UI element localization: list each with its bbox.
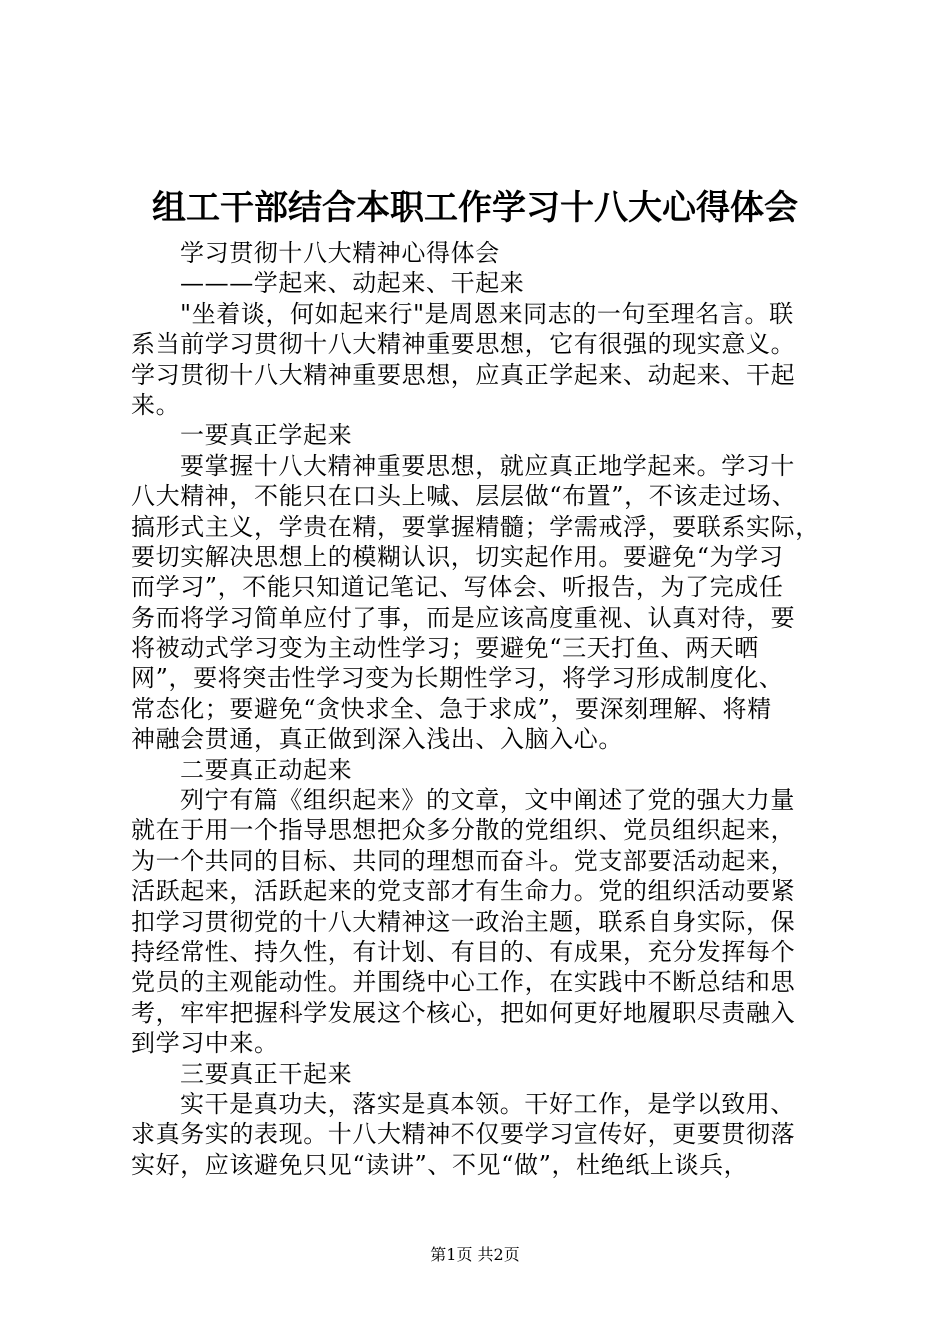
- text-line: 求真务实的表现。十八大精神不仅要学习宣传好，更要贯彻落: [131, 1120, 796, 1149]
- text-line: 务而将学习简单应付了事，而是应该高度重视、认真对待，要: [131, 603, 796, 632]
- text-line: 学习贯彻十八大精神重要思想，应真正学起来、动起来、干起: [131, 360, 796, 389]
- text-line: 要掌握十八大精神重要思想，就应真正地学起来。学习十: [180, 451, 795, 480]
- text-line: 考，牢牢把握科学发展这个核心，把如何更好地履职尽责融入: [131, 998, 796, 1027]
- text-line: 网”，要将突击性学习变为长期性学习，将学习形成制度化、: [131, 664, 784, 693]
- text-line: ———学起来、动起来、干起来: [180, 269, 525, 298]
- text-line: 而学习”，不能只知道记笔记、写体会、听报告，为了完成任: [131, 573, 784, 602]
- text-line: 一要真正学起来: [180, 421, 353, 450]
- text-line: 到学习中来。: [131, 1029, 279, 1058]
- text-line: 系当前学习贯彻十八大精神重要思想，它有很强的现实意义。: [131, 330, 796, 359]
- text-line: 活跃起来，活跃起来的党支部才有生命力。党的组织活动要紧: [131, 877, 796, 906]
- document-title: 组工干部结合本职工作学习十八大心得体会: [152, 188, 798, 228]
- text-line: 来。: [131, 390, 181, 419]
- text-line: 要切实解决思想上的模糊认识，切实起作用。要避免“为学习: [131, 542, 784, 571]
- text-line: 搞形式主义，学贵在精，要掌握精髓；学需戒浮，要联系实际，: [131, 512, 820, 541]
- text-line: 持经常性、持久性，有计划、有目的、有成果，充分发挥每个: [131, 937, 796, 966]
- text-line: 实干是真功夫，落实是真本领。干好工作，是学以致用、: [180, 1089, 795, 1118]
- text-line: "坐着谈，何如起来行"是周恩来同志的一句至理名言。联: [180, 299, 794, 328]
- text-line: 实好，应该避免只见“读讲”、不见“做”，杜绝纸上谈兵，: [131, 1150, 749, 1179]
- text-line: 二要真正动起来: [180, 755, 353, 784]
- text-line: 扣学习贯彻党的十八大精神这一政治主题，联系自身实际，保: [131, 907, 796, 936]
- text-line: 列宁有篇《组织起来》的文章，文中阐述了党的强大力量: [180, 786, 795, 815]
- text-line: 学习贯彻十八大精神心得体会: [180, 239, 500, 267]
- text-line: 三要真正干起来: [180, 1059, 353, 1088]
- text-line: 神融会贯通，真正做到深入浅出、入脑入心。: [131, 725, 623, 754]
- text-line: 八大精神，不能只在口头上喊、层层做“布置”，不该走过场、: [131, 482, 797, 511]
- page-footer: 第1页 共2页: [430, 1245, 520, 1264]
- text-line: 常态化；要避免“贪快求全、急于求成”，要深刻理解、将精: [131, 694, 772, 723]
- text-line: 将被动式学习变为主动性学习；要避免“三天打鱼、两天晒: [131, 634, 759, 663]
- text-line: 就在于用一个指导思想把众多分散的党组织、党员组织起来，: [131, 816, 796, 845]
- text-line: 党员的主观能动性。并围绕中心工作，在实践中不断总结和思: [131, 968, 796, 997]
- document-body: [131, 238, 831, 1180]
- text-line: 为一个共同的目标、共同的理想而奋斗。党支部要活动起来，: [131, 846, 796, 875]
